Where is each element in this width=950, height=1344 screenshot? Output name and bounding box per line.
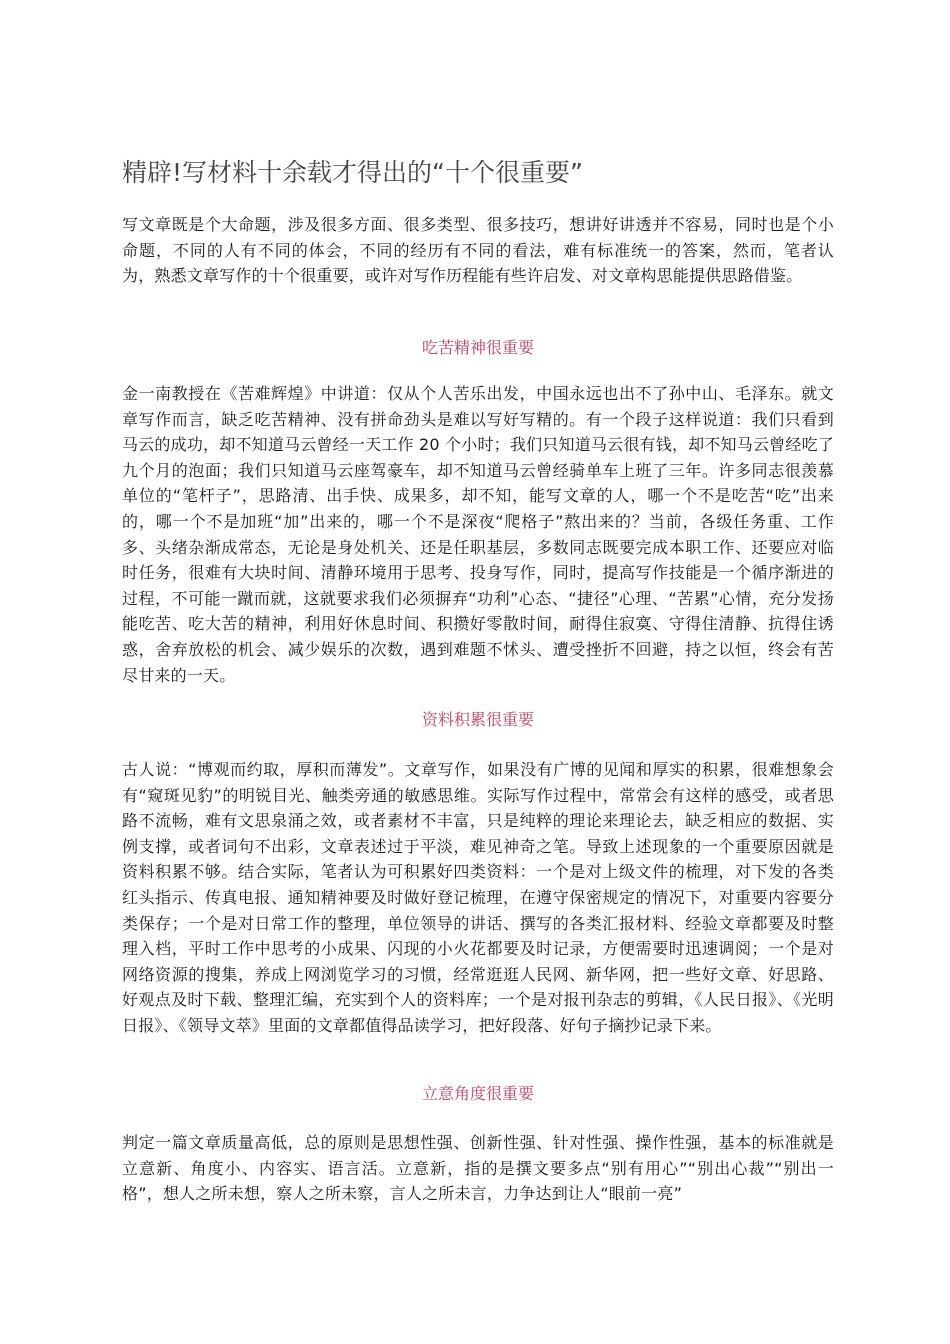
section-body-perspective: 判定一篇文章质量高低，总的原则是思想性强、创新性强、针对性强、操作性强，基本的标准就是立意新、角度小、内容实、语言活。立意新，指的是撰文要多点“别有用心”“别出心裁”“别出一格”，想人之所未想，察人之所未察，言人之所未言，力争达到让人“眼前一亮”: [122, 1133, 834, 1204]
section-body-materials: 古人说：“博观而约取，厚积而薄发”。文章写作，如果没有广博的见闻和厚实的积累，很难想象会有“窥斑见豹”的明锐目光、触类旁通的敏感思维。实际写作过程中，常常会有这样的感受，或者思路不流畅，难有文思泉涌之效，或者素材不丰富，只是纯粹的理论来理论去，缺乏相应的数据、实例支撑，或者词句不出彩，文章表述过于平淡，难见神奇之笔。导致上述现象的一个重要原因就是资料积累不够。结合实际，笔者认为可积累好四类资料：一个是对上级文件的梳理，对下发的各类红头指示、传真电报、通知精神要及时做好登记梳理，在遵守保密规定的情况下，对重要内容要分类保存；一个是对日常工作的整理，单位领导的讲话、撰写的各类汇报材料、经验文章都要及时整理入档，平时工作中思考的小成果、闪现的小火花都要及时记录，方便需要时迅速调阅；一个是对网络资源的搜集，养成上网浏览学习的习惯，经常逛逛人民网、新华网，把一些好文章、好思路、好观点及时下载、整理汇编，充实到个人的资料库；一个是对报刊杂志的剪辑，《人民日报》、《光明日报》、《领导文萃》里面的文章都值得品读学习，把好段落、好句子摘抄记录下来。: [122, 760, 834, 1035]
section-heading-hardship: 吃苦精神很重要: [421, 338, 534, 357]
intro-paragraph: 写文章既是个大命题，涉及很多方面、很多类型、很多技巧，想讲好讲透并不容易，同时也是个小命题，不同的人有不同的体会，不同的经历有不同的看法，难有标准统一的答案，然而，笔者认为，熟悉文章写作的十个很重要，或许对写作历程能有些许启发、对文章构思能提供思路借鉴。: [122, 215, 834, 286]
section-body-hardship: 金一南教授在《苦难辉煌》中讲道：仅从个人苦乐出发，中国永远也出不了孙中山、毛泽东。就文章写作而言，缺乏吃苦精神、没有拼命劲头是难以写好写精的。有一个段子这样说道：我们只看到马云的成功，却不知道马云曾经一天工作 20 个小时；我们只知道马云很有钱，却不知马云曾经吃了九个月的泡面；我们只知道马云座驾豪车，却不知道马云曾经骑单车上班了三年。许多同志很羡慕单位的“笔杆子”，思路清、出手快、成果多，却不知，能写文章的人，哪一个不是吃苦“吃”出来的，哪一个不是加班“加”出来的，哪一个不是深夜“爬格子”熬出来的？当前，各级任务重、工作多、头绪杂渐成常态，无论是身处机关、还是任职基层，多数同志既要完成本职工作、还要应对临时任务，很难有大块时间、清静环境用于思考、投身写作，同时，提高写作技能是一个循序渐进的过程，不可能一蹴而就，这就要求我们必须摒弃“功利”心态、“捷径”心理、“苦累”心情，充分发扬能吃苦、吃大苦的精神，利用好休息时间、积攒好零散时间，耐得住寂寞、守得住清静、抗得住诱惑，舍弃放松的机会、减少娱乐的次数，遇到难题不怵头、遭受挫折不回避，持之以恒，终会有苦尽甘来的一天。: [122, 384, 834, 685]
section-heading-materials: 资料积累很重要: [421, 710, 534, 729]
document-title: 精辟!写材料十余载才得出的“十个很重要”: [122, 158, 583, 187]
section-heading-perspective: 立意角度很重要: [421, 1084, 534, 1103]
